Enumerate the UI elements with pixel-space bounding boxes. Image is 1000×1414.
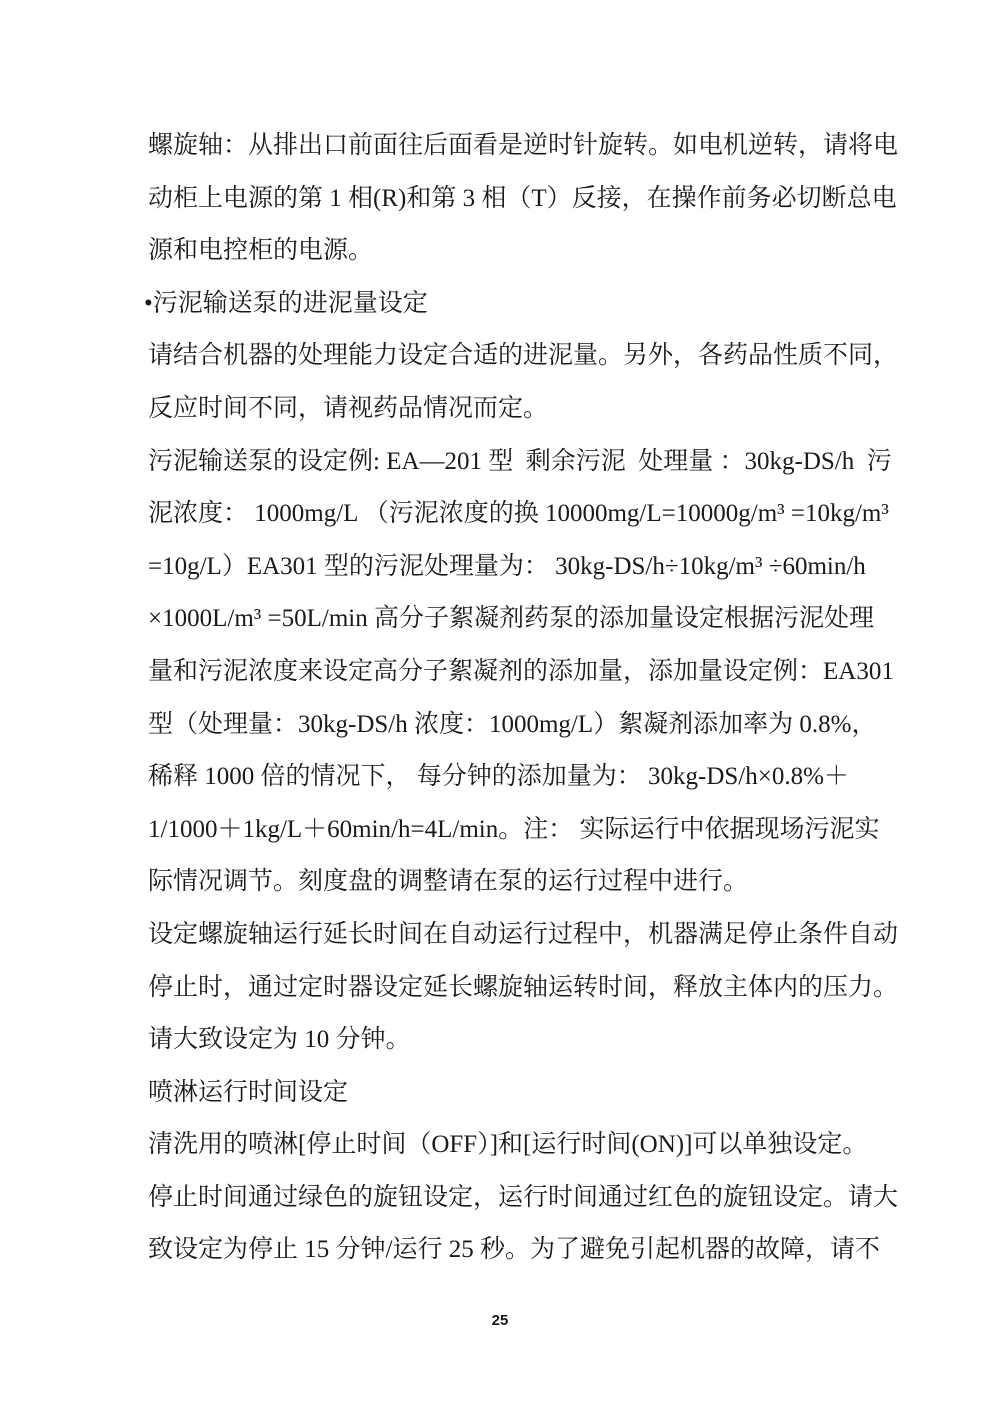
text-line: 泥浓度： 1000mg/L （污泥浓度的换 10000mg/L=10000g/m³ =10kg/m³ (148, 500, 889, 528)
text-line: 动柜上电源的第 1 相(R)和第 3 相（T）反接，在操作前务必切断总电 (148, 184, 897, 212)
text-line: 停止时，通过定时器设定延长螺旋轴运转时间，释放主体内的压力。 (148, 973, 899, 1001)
text-line: =10g/L）EA301 型的污泥处理量为： 30kg-DS/h÷10kg/m³ ÷60min/h (148, 552, 866, 580)
text-line: 污泥输送泵的设定例: EA—201 型 剩余污泥 处理量 ：30kg-DS/h 污 (148, 447, 892, 475)
text-line: 请大致设定为 10 分钟。 (148, 1026, 411, 1054)
text-line: ×1000L/m³ =50L/min 高分子絮凝剂药泵的添加量设定根据污泥处理 (148, 605, 874, 633)
page-number: 25 (491, 1312, 509, 1329)
text-line: 螺旋轴：从排出口前面往后面看是逆时针旋转。如电机逆转，请将电 (148, 132, 899, 159)
text-line: 致设定为停止 15 分钟/运行 25 秒。为了避免引起机器的故障，请不 (148, 1236, 880, 1264)
text-line: 型（处理量：30kg-DS/h 浓度：1000mg/L）絮凝剂添加率为 0.8%， (148, 710, 877, 738)
bullet-heading-line: •污泥输送泵的进泥量设定 (144, 289, 428, 317)
text-line: 1/1000＋1kg/L＋60min/h=4L/min。注： 实际运行中依据现场污泥实 (148, 815, 880, 843)
text-line: 际情况调节。刻度盘的调整请在泵的运行过程中进行。 (148, 868, 749, 896)
page-text-column (144, 120, 899, 1277)
text-line: 源和电控柜的电源。 (148, 237, 374, 265)
text-line: 反应时间不同，请视药品情况而定。 (148, 394, 549, 422)
text-line: 清洗用的喷淋[停止时间（OFF）]和[运行时间(ON)]可以单独设定。 (148, 1131, 868, 1159)
section-heading-line: 喷淋运行时间设定 (148, 1078, 349, 1106)
text-line: 设定螺旋轴运行延长时间在自动运行过程中，机器满足停止条件自动 (148, 920, 899, 948)
text-line: 请结合机器的处理能力设定合适的进泥量。另外，各药品性质不同， (148, 342, 899, 370)
text-line: 量和污泥浓度来设定高分子絮凝剂的添加量，添加量设定例：EA301 (148, 657, 894, 685)
text-line: 停止时间通过绿色的旋钮设定，运行时间通过红色的旋钮设定。请大 (148, 1183, 899, 1211)
text-line: 稀释 1000 倍的情况下， 每分钟的添加量为： 30kg-DS/h×0.8%＋ (148, 763, 849, 791)
